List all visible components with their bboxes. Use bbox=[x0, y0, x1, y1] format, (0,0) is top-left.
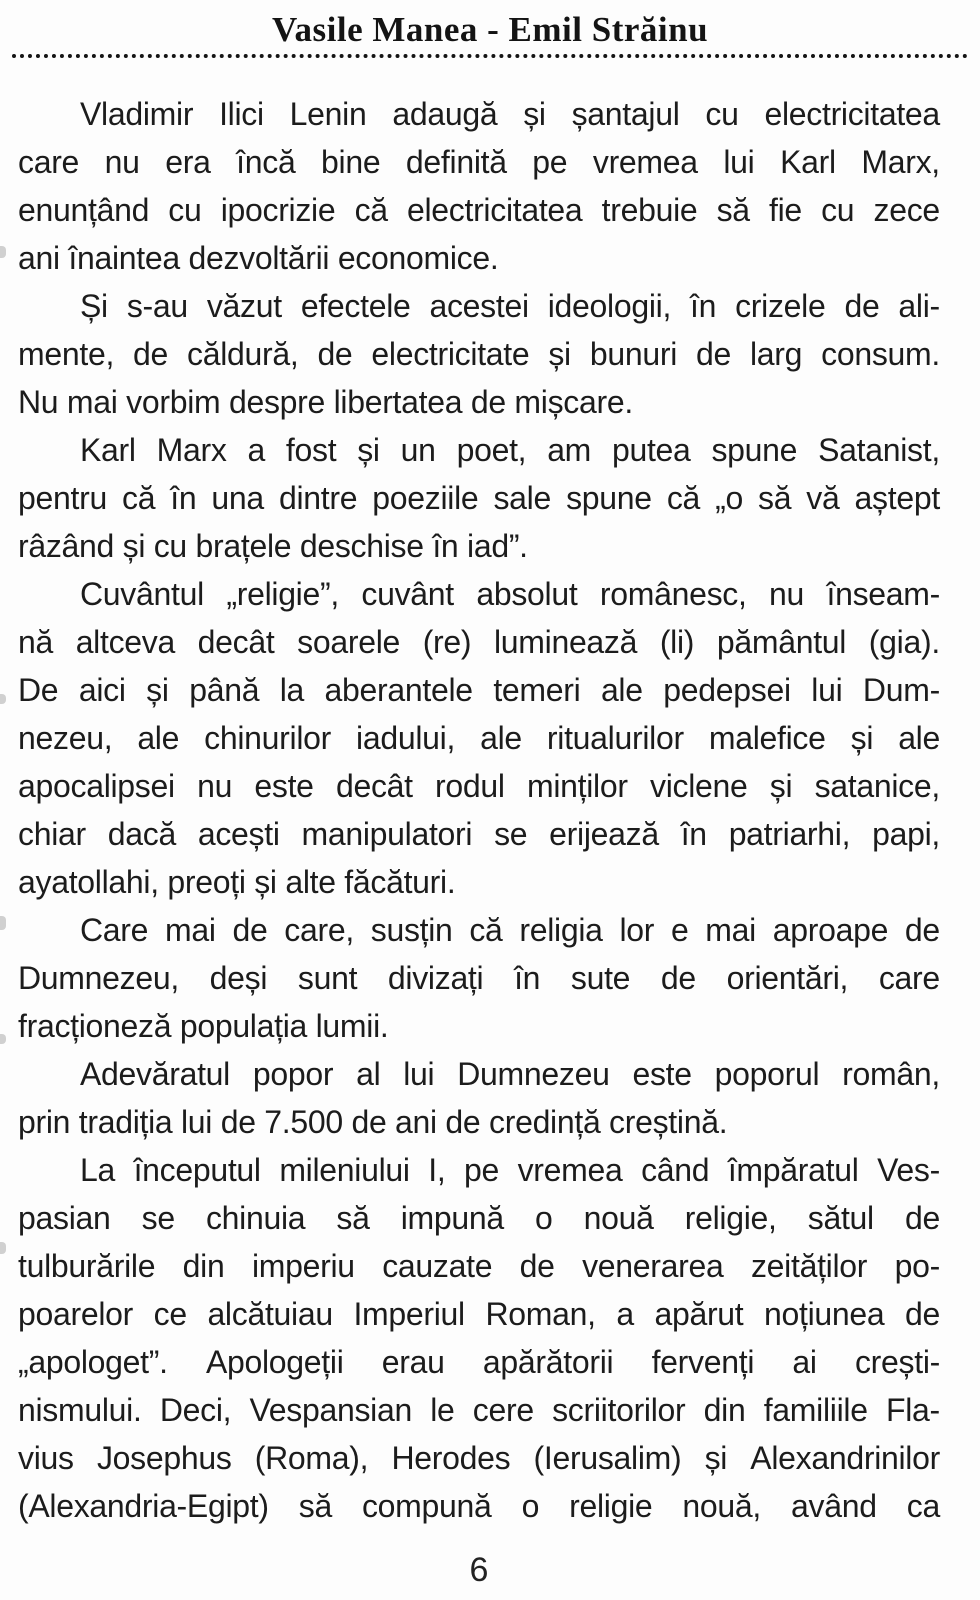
text-line: Karl Marx a fost și un poet, am putea spune Satanist, bbox=[80, 432, 940, 468]
text-line: poarelor ce alcătuiau Imperiul Roman, a apărut noțiunea de bbox=[18, 1296, 940, 1332]
text-line: prin tradiția lui de 7.500 de ani de credință creștină. bbox=[18, 1104, 728, 1140]
running-head-title: Vasile Manea - Emil Străinu bbox=[271, 10, 709, 49]
page-header bbox=[0, 8, 980, 58]
scan-artifact bbox=[0, 1242, 6, 1254]
text-line: La începutul mileniului I, pe vremea când împăratul Ves- bbox=[80, 1152, 940, 1188]
text-line: Dumnezeu, deși sunt divizați în sute de orientări, care bbox=[18, 960, 940, 996]
text-line: enunțând cu ipocrizie că electricitatea trebuie să fie cu zece bbox=[18, 192, 940, 228]
text-line: chiar dacă acești manipulatori se erijează în patriarhi, papi, bbox=[18, 816, 940, 852]
text-line: (Alexandria-Egipt) să compună o religie nouă, având ca bbox=[18, 1488, 940, 1524]
page-footer bbox=[18, 1548, 940, 1592]
text-line: Și s-au văzut efectele acestei ideologii, în crizele de ali- bbox=[80, 288, 940, 324]
text-line: pasian se chinuia să impună o nouă religie, sătul de bbox=[18, 1200, 940, 1236]
text-line: vius Josephus (Roma), Herodes (Ierusalim) și Alexandrinilor bbox=[18, 1440, 940, 1476]
text-line: Cuvântul „religie”, cuvânt absolut românesc, nu înseam- bbox=[80, 576, 940, 612]
text-line: Adevăratul popor al lui Dumnezeu este poporul român, bbox=[80, 1056, 940, 1092]
page-number: 6 bbox=[469, 1551, 489, 1589]
text-line: nismului. Deci, Vespansian le cere scriitorilor din familiile Fla- bbox=[18, 1392, 940, 1428]
text-line: pentru că în una dintre poeziile sale spune că „o să vă aștept bbox=[18, 480, 940, 516]
body-text bbox=[18, 90, 940, 1530]
text-line: Care mai de care, susțin că religia lor e mai aproape de bbox=[80, 912, 940, 948]
scan-artifact bbox=[0, 916, 6, 930]
text-line: tulburările din imperiu cauzate de venerarea zeităților po- bbox=[18, 1248, 940, 1284]
text-line: „apologet”. Apologeții erau apărătorii fervenți ai crești- bbox=[18, 1344, 940, 1380]
text-line: ani înaintea dezvoltării economice. bbox=[18, 240, 499, 276]
text-line: ayatollahi, preoți și alte făcături. bbox=[18, 864, 456, 900]
text-line: râzând și cu brațele deschise în iad”. bbox=[18, 528, 528, 564]
text-line: care nu era încă bine definită pe vremea lui Karl Marx, bbox=[18, 144, 940, 180]
scan-artifact bbox=[0, 1034, 6, 1044]
text-line: nă altceva decât soarele (re) luminează (li) pământul (gia). bbox=[18, 624, 940, 660]
text-line: fracționeză populația lumii. bbox=[18, 1008, 389, 1044]
text-line: nezeu, ale chinurilor iadului, ale ritualurilor malefice și ale bbox=[18, 720, 940, 756]
text-line: apocalipsei nu este decât rodul minților viclene și satanice, bbox=[18, 768, 940, 804]
text-line: mente, de căldură, de electricitate și bunuri de larg consum. bbox=[18, 336, 940, 372]
dotted-divider bbox=[12, 54, 968, 58]
text-line: Nu mai vorbim despre libertatea de mișcare. bbox=[18, 384, 633, 420]
scan-artifact bbox=[0, 694, 6, 704]
scan-artifact bbox=[0, 246, 6, 258]
text-line: De aici și până la aberantele temeri ale pedepsei lui Dum- bbox=[18, 672, 940, 708]
text-line: Vladimir Ilici Lenin adaugă și șantajul cu electricitatea bbox=[80, 96, 940, 132]
